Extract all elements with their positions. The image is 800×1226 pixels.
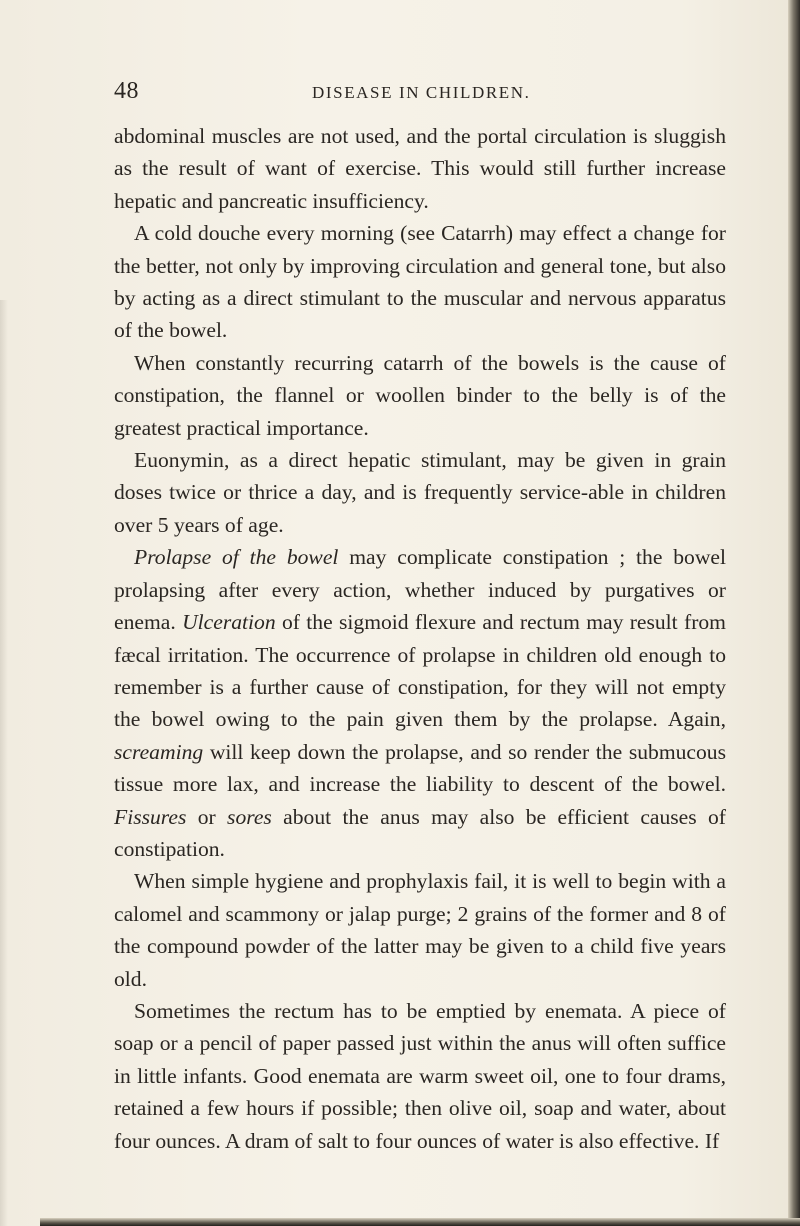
text-run: A cold douche every morning (see Catarrh) may effect a change for the better, not only by improving circulation and general tone, but also by acting as a direct stimulant to the muscular and nervous apparatus of the bowel. xyxy=(114,221,726,343)
paragraph xyxy=(114,217,726,347)
text-run: may complicate constipation ; the bowel prolapsing after every action, whether induced by purgatives or enema. xyxy=(114,545,727,635)
italic-term: screaming xyxy=(114,739,204,764)
text-run: Euonymin, as a direct hepatic stimulant, may be given in grain doses twice or thrice a day, and is frequently service-able in children over 5 years of age. xyxy=(114,448,726,537)
paragraph xyxy=(114,865,726,995)
body-text xyxy=(114,120,726,1157)
paragraph xyxy=(114,995,726,1157)
text-run: When constantly recurring catarrh of the bowels is the cause of constipation, the flannel or woollen binder to the belly is of the greatest practical importance. xyxy=(114,350,726,440)
text-run: of the sigmoid flexure and rectum may result from fæcal irritation. The occurrence of prolapse in children old enough to remember is a further cause of constipation, for they will not empty the bowel owing to the pain given them by the prolapse. Again, xyxy=(114,610,726,732)
paragraph xyxy=(114,541,726,865)
paragraph xyxy=(114,444,726,541)
running-head: DISEASE IN CHILDREN. xyxy=(312,83,531,102)
text-run: about the anus may also be efficient causes of constipation. xyxy=(114,804,726,861)
page-edge-right xyxy=(788,0,800,1226)
italic-term: Fissures xyxy=(114,804,187,829)
text-run: or xyxy=(186,804,228,829)
italic-term: Prolapse of the bowel xyxy=(134,545,339,570)
page-number: 48 xyxy=(114,78,139,104)
page-edge-bottom xyxy=(40,1218,800,1226)
italic-term: sores xyxy=(227,804,272,829)
text-run: abdominal muscles are not used, and the portal circulation is sluggish as the result of want of exercise. This would still further increase hepatic and pancreatic insufficiency. xyxy=(114,124,726,213)
page-gutter-shadow xyxy=(0,300,8,1226)
page-header xyxy=(114,78,726,112)
text-run: When simple hygiene and prophylaxis fail, it is well to begin with a calomel and scammony or jalap purge; 2 grains of the former and 8 of the compound powder of the latter may be given to a child five years old. xyxy=(114,869,726,991)
paragraph xyxy=(114,347,726,444)
italic-term: Ulceration xyxy=(182,610,276,635)
text-run: will keep down the prolapse, and so render the submucous tissue more lax, and increase the liability to descent of the bowel. xyxy=(114,739,726,797)
paragraph xyxy=(114,120,726,217)
text-run: Sometimes the rectum has to be emptied by enemata. A piece of soap or a pencil of paper passed just within the anus will often suffice in little infants. Good enemata are warm sweet oil, one to four drams, retained a few hours if possible; then olive oil, soap and water, about four ounces. A dram of salt to four ounces of water is also effective. If xyxy=(114,998,726,1153)
